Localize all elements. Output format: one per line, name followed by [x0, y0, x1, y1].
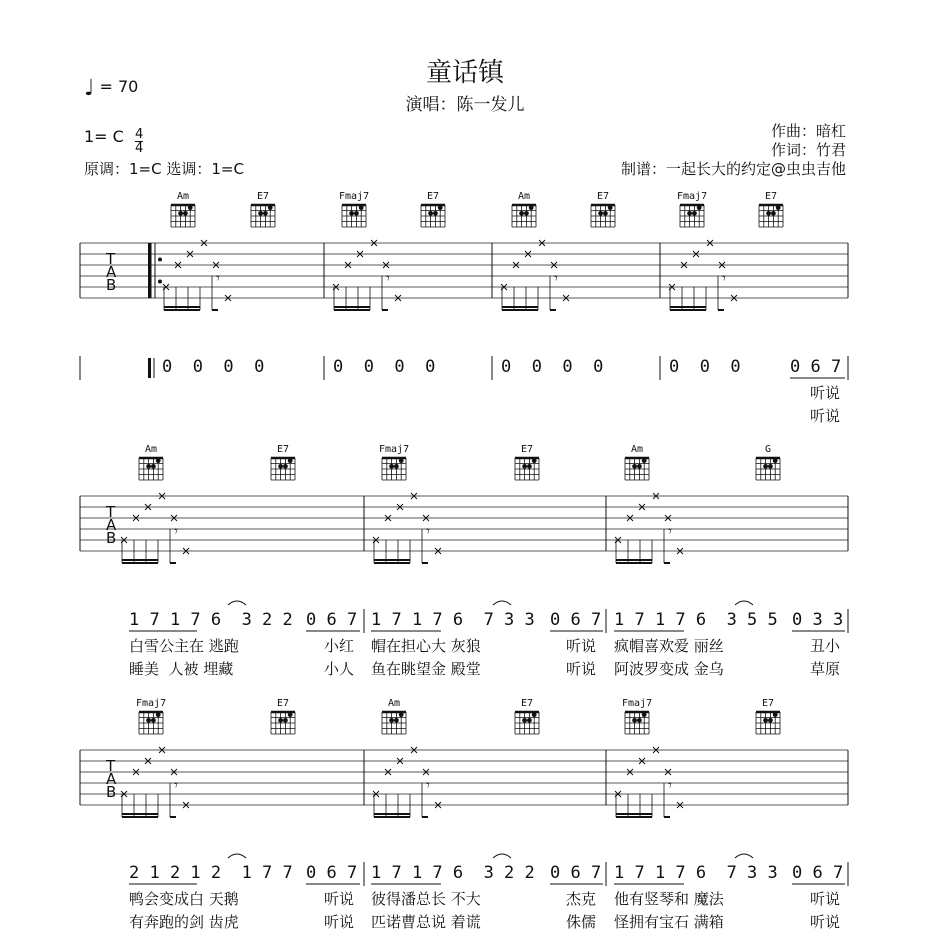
num-repeat-thick	[148, 358, 151, 378]
lyric-line1: 听说	[324, 890, 355, 908]
chord-dot	[529, 205, 534, 210]
jianpu-measure: 0 6 7	[550, 610, 602, 630]
chord-name: Am	[144, 444, 158, 455]
lyric-line1: 白雪公主在 逃跑	[129, 637, 239, 655]
lyric-line1: 小红	[324, 637, 355, 655]
transcriber: 制谱：一起长大的约定@虫虫吉他	[620, 160, 846, 178]
eighth-rest-icon: 𝄾	[426, 522, 430, 541]
chord-dot	[527, 464, 532, 469]
jianpu-measure: 0 6 7	[790, 357, 842, 377]
lyric-line2: 听说	[810, 913, 841, 931]
chord-dot	[763, 464, 768, 469]
chord-dot	[524, 211, 529, 216]
chord-dot	[532, 458, 537, 463]
lyric-line2: 小人	[324, 660, 355, 678]
lyric-line1: 听说	[566, 637, 597, 655]
lyric-line2: 怪拥有宝石 满箱	[614, 913, 724, 931]
tempo-value: = 70	[99, 77, 139, 96]
eighth-rest-icon: 𝄾	[722, 269, 726, 288]
chord-dot	[288, 712, 293, 717]
chord-name: E7	[764, 191, 778, 202]
tie-arc	[228, 601, 246, 605]
chord-name: E7	[276, 444, 290, 455]
jianpu-measure: 1 7 1 7 6 3 2 2	[371, 863, 535, 883]
chord-dot	[389, 718, 394, 723]
chord-name: Am	[176, 191, 190, 202]
tie-arc	[228, 854, 246, 858]
chord-dot	[268, 205, 273, 210]
lyric-line1: 帽在担心大 灰狼	[371, 637, 481, 655]
chord-name: Fmaj7	[136, 698, 167, 709]
composer: 作曲：暗杠	[770, 122, 846, 140]
performer: 演唱：陈一发儿	[405, 95, 525, 115]
eighth-rest-icon: 𝄾	[216, 269, 220, 288]
chord-dot	[146, 718, 151, 723]
chord-dot	[394, 464, 399, 469]
chord-name: E7	[426, 191, 440, 202]
chord-dot	[151, 464, 156, 469]
repeat-dot	[158, 280, 162, 284]
chord-dot	[632, 464, 637, 469]
chord-dot	[156, 458, 161, 463]
chord-name: Am	[630, 444, 644, 455]
tab-letter: A	[106, 262, 117, 281]
chord-name: Am	[387, 698, 401, 709]
lyric-line1: 鸭会变成白 天鹅	[129, 890, 239, 908]
chord-dot	[349, 211, 354, 216]
chord-name: E7	[256, 191, 270, 202]
chord-name: Fmaj7	[677, 191, 708, 202]
lyric-line1: 彼得潘总长 不大	[371, 890, 481, 908]
chord-name: E7	[520, 444, 534, 455]
time-sig-bottom: 4	[134, 141, 144, 156]
chord-dot	[773, 712, 778, 717]
chord-dot	[687, 211, 692, 216]
eighth-rest-icon: 𝄾	[426, 776, 430, 795]
chord-dot	[692, 211, 697, 216]
jianpu-measure: 1 7 1 7 6 7 3 3	[614, 863, 778, 883]
lyric-line2: 匹诺曹总说 着谎	[371, 913, 481, 931]
chord-dot	[183, 211, 188, 216]
jianpu-measure: 2 1 2 1 2 1 7 7	[129, 863, 293, 883]
chord-dot	[359, 205, 364, 210]
tie-arc	[493, 854, 511, 858]
tie-arc	[493, 601, 511, 605]
chord-dot	[642, 712, 647, 717]
jianpu-measure: 0 0 0 0	[162, 357, 265, 377]
chord-name: Fmaj7	[339, 191, 370, 202]
chord-name: E7	[520, 698, 534, 709]
chord-name: Fmaj7	[379, 444, 410, 455]
lyric-line2: 听说	[566, 660, 597, 678]
jianpu-measure: 0 3 3	[792, 610, 844, 630]
repeat-dot	[158, 258, 162, 262]
chord-dot	[697, 205, 702, 210]
chord-dot	[146, 464, 151, 469]
chord-name: E7	[276, 698, 290, 709]
chord-dot	[522, 464, 527, 469]
repeat-bar-thick	[148, 243, 152, 298]
key-label: 1= C	[84, 127, 124, 146]
tab-letter: B	[106, 782, 117, 801]
eighth-rest-icon: 𝄾	[554, 269, 558, 288]
chord-dot	[598, 211, 603, 216]
chord-dot	[776, 205, 781, 210]
chord-dot	[527, 718, 532, 723]
chord-dot	[642, 458, 647, 463]
tie-arc	[735, 854, 753, 858]
tab-letter: B	[106, 528, 117, 547]
eighth-rest-icon: 𝄾	[174, 522, 178, 541]
chord-dot	[283, 464, 288, 469]
tab-letter: A	[106, 515, 117, 534]
chord-dot	[399, 458, 404, 463]
chord-dot	[156, 712, 161, 717]
chord-dot	[632, 718, 637, 723]
lyric-line2: 鱼在眺望金 殿堂	[371, 660, 481, 678]
chord-dot	[433, 211, 438, 216]
chord-dot	[258, 211, 263, 216]
chord-dot	[522, 718, 527, 723]
lyric-line1: 疯帽喜欢爱 丽丝	[614, 637, 724, 655]
lyric-line2: 有奔跑的剑 齿虎	[129, 913, 239, 931]
chord-dot	[394, 718, 399, 723]
chord-dot	[608, 205, 613, 210]
jianpu-measure: 1 7 1 7 6 3 2 2	[129, 610, 293, 630]
tab-letter: T	[106, 502, 116, 521]
lyric-line2: 草原	[810, 660, 841, 678]
jianpu-measure: 0 0 0	[669, 357, 741, 377]
tab-letter: B	[106, 275, 117, 294]
lyric-line2: 睡美 人被 埋藏	[129, 660, 234, 678]
lyric-line1: 杰克	[566, 890, 597, 908]
chord-dot	[278, 464, 283, 469]
lyric-line2: 侏儒	[566, 913, 597, 931]
lyric-line1: 他有竖琴和 魔法	[614, 890, 724, 908]
tab-letter: A	[106, 769, 117, 788]
time-sig-top: 4	[134, 127, 144, 142]
key-info: 原调：1=C 选调：1=C	[84, 160, 244, 178]
chord-dot	[428, 211, 433, 216]
tab-letter: T	[106, 249, 116, 268]
jianpu-measure: 0 6 7	[306, 610, 358, 630]
chord-name: E7	[596, 191, 610, 202]
jianpu-measure: 0 6 7	[792, 863, 844, 883]
chord-dot	[263, 211, 268, 216]
lyric-line1: 听说	[810, 384, 841, 402]
tie-arc	[735, 601, 753, 605]
jianpu-measure: 0 6 7	[550, 863, 602, 883]
chord-dot	[519, 211, 524, 216]
chord-dot	[771, 211, 776, 216]
chord-dot	[354, 211, 359, 216]
chord-dot	[178, 211, 183, 216]
song-title: 童话镇	[425, 58, 504, 88]
jianpu-measure: 0 0 0 0	[501, 357, 604, 377]
eighth-rest-icon: 𝄾	[386, 269, 390, 288]
chord-dot	[766, 211, 771, 216]
chord-name: G	[764, 444, 772, 455]
eighth-rest-icon: 𝄾	[174, 776, 178, 795]
lyric-line1: 听说	[810, 890, 841, 908]
chord-name: Am	[517, 191, 531, 202]
jianpu-measure: 0 6 7	[306, 863, 358, 883]
chord-dot	[438, 205, 443, 210]
chord-dot	[768, 464, 773, 469]
chord-dot	[399, 712, 404, 717]
chord-dot	[288, 458, 293, 463]
eighth-rest-icon: 𝄾	[668, 522, 672, 541]
chord-dot	[278, 718, 283, 723]
lyric-line2: 听说	[324, 913, 355, 931]
lyric-line2: 阿波罗变成 金乌	[614, 660, 724, 678]
eighth-rest-icon: 𝄾	[668, 776, 672, 795]
chord-dot	[151, 718, 156, 723]
chord-name: E7	[761, 698, 775, 709]
chord-dot	[188, 205, 193, 210]
chord-dot	[283, 718, 288, 723]
chord-dot	[763, 718, 768, 723]
tab-letter: T	[106, 756, 116, 775]
jianpu-measure: 0 0 0 0	[333, 357, 436, 377]
chord-dot	[532, 712, 537, 717]
quarter-note-icon: ♩	[84, 76, 95, 101]
lyric-line2: 听说	[810, 407, 841, 425]
chord-dot	[603, 211, 608, 216]
chord-name: Fmaj7	[622, 698, 653, 709]
lyric-line1: 丑小	[810, 637, 841, 655]
jianpu-measure: 1 7 1 7 6 3 5 5	[614, 610, 778, 630]
jianpu-measure: 1 7 1 7 6 7 3 3	[371, 610, 535, 630]
chord-dot	[389, 464, 394, 469]
lyricist: 作词：竹君	[770, 141, 846, 159]
chord-dot	[773, 458, 778, 463]
chord-dot	[768, 718, 773, 723]
chord-dot	[637, 718, 642, 723]
chord-dot	[637, 464, 642, 469]
